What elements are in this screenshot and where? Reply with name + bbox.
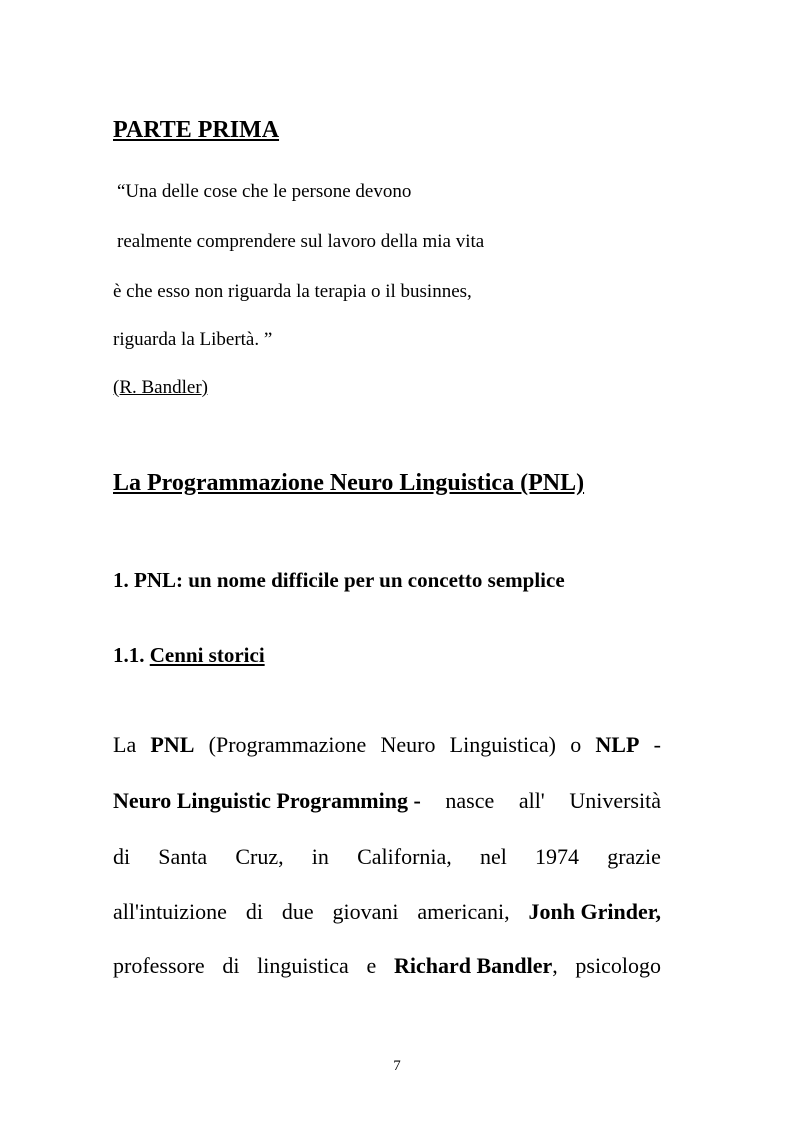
paragraph-line-5 bbox=[113, 951, 661, 981]
word: Cruz, bbox=[235, 844, 284, 869]
word: Neuro bbox=[380, 732, 436, 757]
paragraph-line-3 bbox=[113, 842, 661, 872]
word: di bbox=[113, 844, 131, 869]
word: La bbox=[113, 732, 137, 757]
name-bandler: Richard Bandler bbox=[393, 953, 553, 978]
word: professore bbox=[113, 953, 205, 978]
subsection-number: 1.1. bbox=[113, 643, 145, 667]
word: nel bbox=[479, 844, 507, 869]
word: nasce bbox=[445, 788, 495, 813]
term-pnl: PNL bbox=[150, 732, 195, 757]
term-nlp-expanded: Neuro Linguistic Programming - bbox=[113, 788, 421, 813]
word: California, bbox=[357, 844, 452, 869]
word: all'intuizione bbox=[113, 899, 227, 924]
word: Linguistica) bbox=[449, 732, 556, 757]
subsection-title: Cenni storici bbox=[149, 643, 265, 667]
part-title: PARTE PRIMA bbox=[113, 117, 280, 143]
word: e bbox=[366, 953, 377, 978]
term-nlp: NLP bbox=[595, 732, 640, 757]
word: in bbox=[311, 844, 329, 869]
word: psicologo bbox=[575, 953, 661, 978]
word: Università bbox=[569, 788, 661, 813]
quote-line-3: è che esso non riguarda la terapia o il businnes, bbox=[113, 281, 472, 302]
word: - bbox=[653, 732, 661, 757]
word: (Programmazione bbox=[208, 732, 367, 757]
quote-author: (R. Bandler) bbox=[113, 377, 208, 398]
quote-line-4: riguarda la Libertà. ” bbox=[113, 329, 273, 350]
word: all' bbox=[518, 788, 545, 813]
word: due bbox=[281, 899, 314, 924]
word: di bbox=[245, 899, 263, 924]
paragraph-line-2 bbox=[113, 786, 661, 816]
quote-line-2: realmente comprendere sul lavoro della mia vita bbox=[117, 231, 485, 252]
name-grinder: Jonh Grinder, bbox=[528, 899, 661, 924]
paragraph-line-1 bbox=[113, 730, 661, 760]
quote-line-1: “Una delle cose che le persone devono bbox=[117, 181, 412, 202]
word: americani, bbox=[417, 899, 510, 924]
word: grazie bbox=[607, 844, 661, 869]
name-bandler-group bbox=[394, 951, 558, 981]
word: giovani bbox=[332, 899, 399, 924]
section-heading: 1. PNL: un nome difficile per un concetto semplice bbox=[113, 568, 565, 592]
word: di bbox=[222, 953, 240, 978]
chapter-heading: La Programmazione Neuro Linguistica (PNL) bbox=[113, 470, 585, 496]
paragraph-line-4 bbox=[113, 897, 661, 927]
subsection-heading bbox=[113, 640, 265, 670]
comma: , bbox=[552, 953, 558, 978]
word: 1974 bbox=[535, 844, 580, 869]
word: linguistica bbox=[257, 953, 349, 978]
page-number: 7 bbox=[393, 1058, 401, 1074]
word: Santa bbox=[158, 844, 208, 869]
word: o bbox=[570, 732, 582, 757]
